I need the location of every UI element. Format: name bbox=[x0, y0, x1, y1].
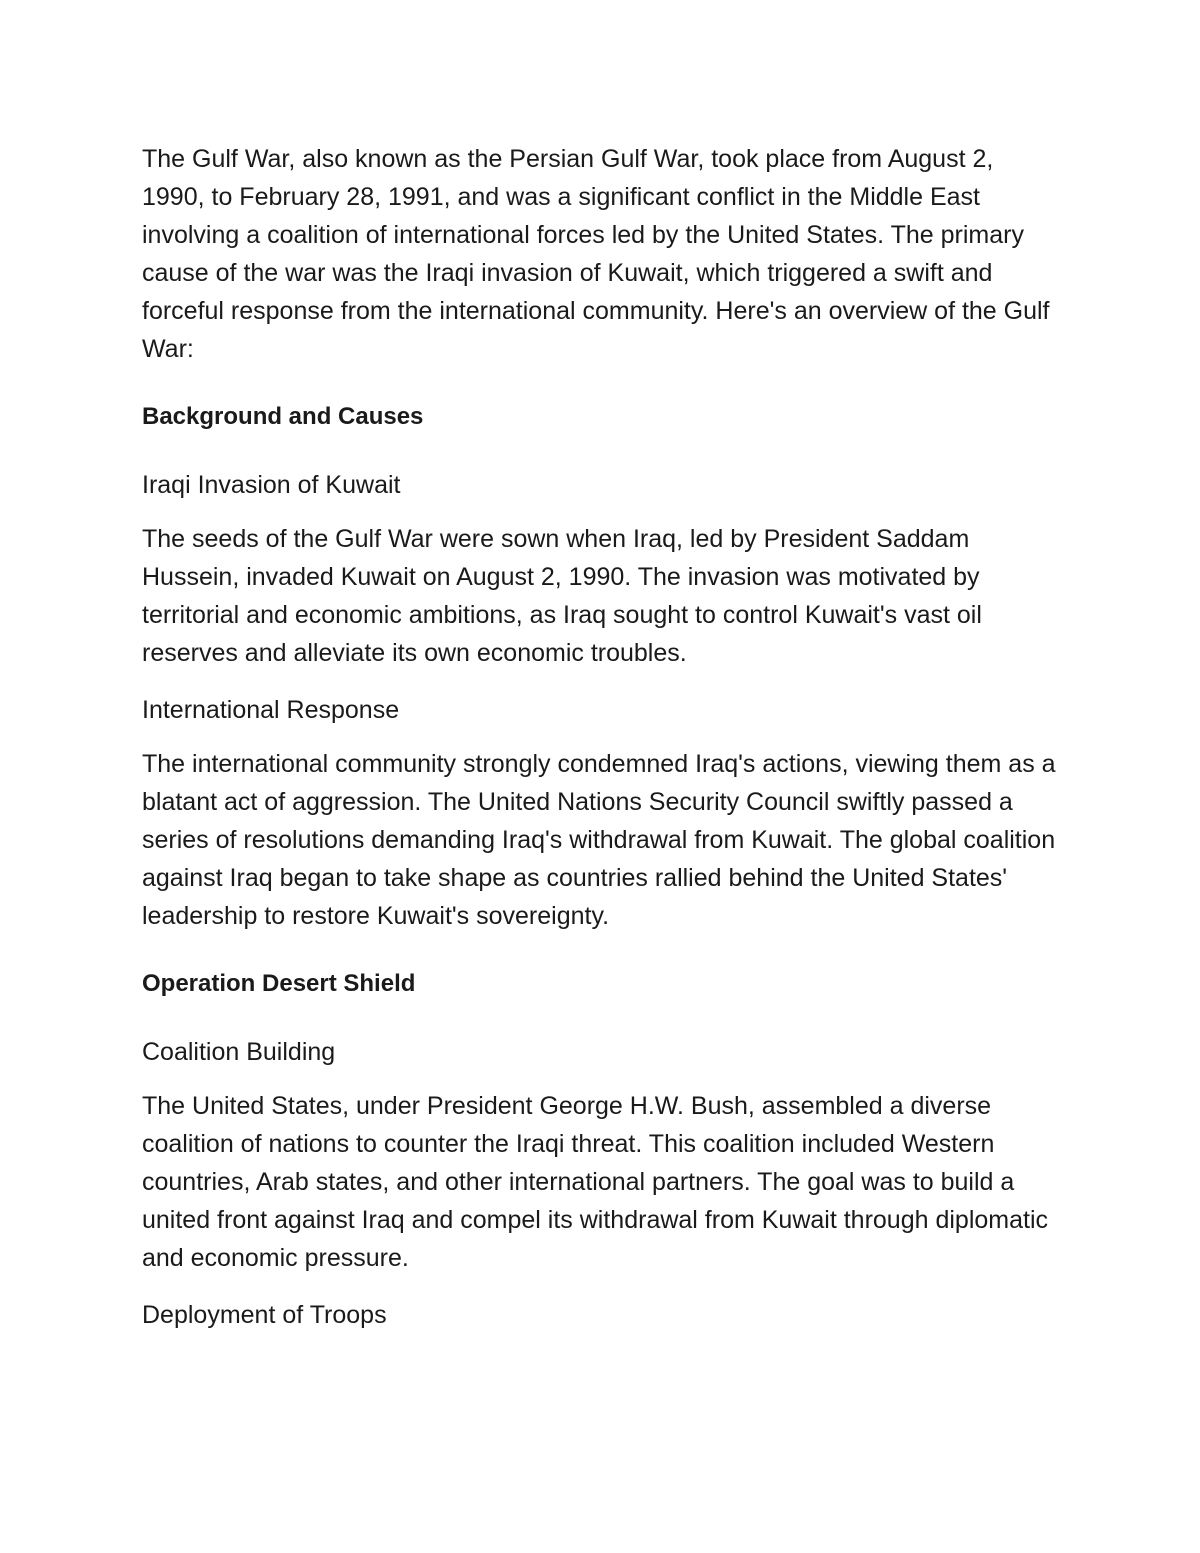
document-page bbox=[142, 140, 1062, 1334]
paragraph-coalition-building: The United States, under President George H.W. Bush, assembled a diverse coalition of nations to counter the Iraqi threat. This coalition included Western countries, Arab states, and other international partners. The goal was to build a united front against Iraq and compel its withdrawal from Kuwait through diplomatic and economic pressure. bbox=[142, 1092, 1049, 1272]
section-heading-desert-shield: Operation Desert Shield bbox=[142, 970, 416, 997]
subheading-coalition-building: Coalition Building bbox=[142, 1038, 336, 1066]
subheading-international-response: International Response bbox=[142, 696, 400, 724]
paragraph-international-response: The international community strongly condemned Iraq's actions, viewing them as a blatant act of aggression. The United Nations Security Council swiftly passed a series of resolutions demanding Iraq's withdrawal from Kuwait. The global coalition against Iraq began to take shape as countries rallied behind the United States' leadership to restore Kuwait's sovereignty. bbox=[142, 750, 1056, 930]
section-heading-background: Background and Causes bbox=[142, 403, 424, 430]
subheading-deployment-of-troops: Deployment of Troops bbox=[142, 1301, 387, 1329]
intro-paragraph: The Gulf War, also known as the Persian Gulf War, took place from August 2, 1990, to February 28, 1991, and was a significant conflict in the Middle East involving a coalition of international forces led by the United States. The primary cause of the war was the Iraqi invasion of Kuwait, which triggered a swift and forceful response from the international community. Here's an overview of the Gulf War: bbox=[142, 145, 1050, 363]
subheading-iraqi-invasion: Iraqi Invasion of Kuwait bbox=[142, 471, 401, 499]
paragraph-iraqi-invasion: The seeds of the Gulf War were sown when Iraq, led by President Saddam Hussein, invaded Kuwait on August 2, 1990. The invasion was motivated by territorial and economic ambitions, as Iraq sought to control Kuwait's vast oil reserves and alleviate its own economic troubles. bbox=[142, 525, 982, 667]
